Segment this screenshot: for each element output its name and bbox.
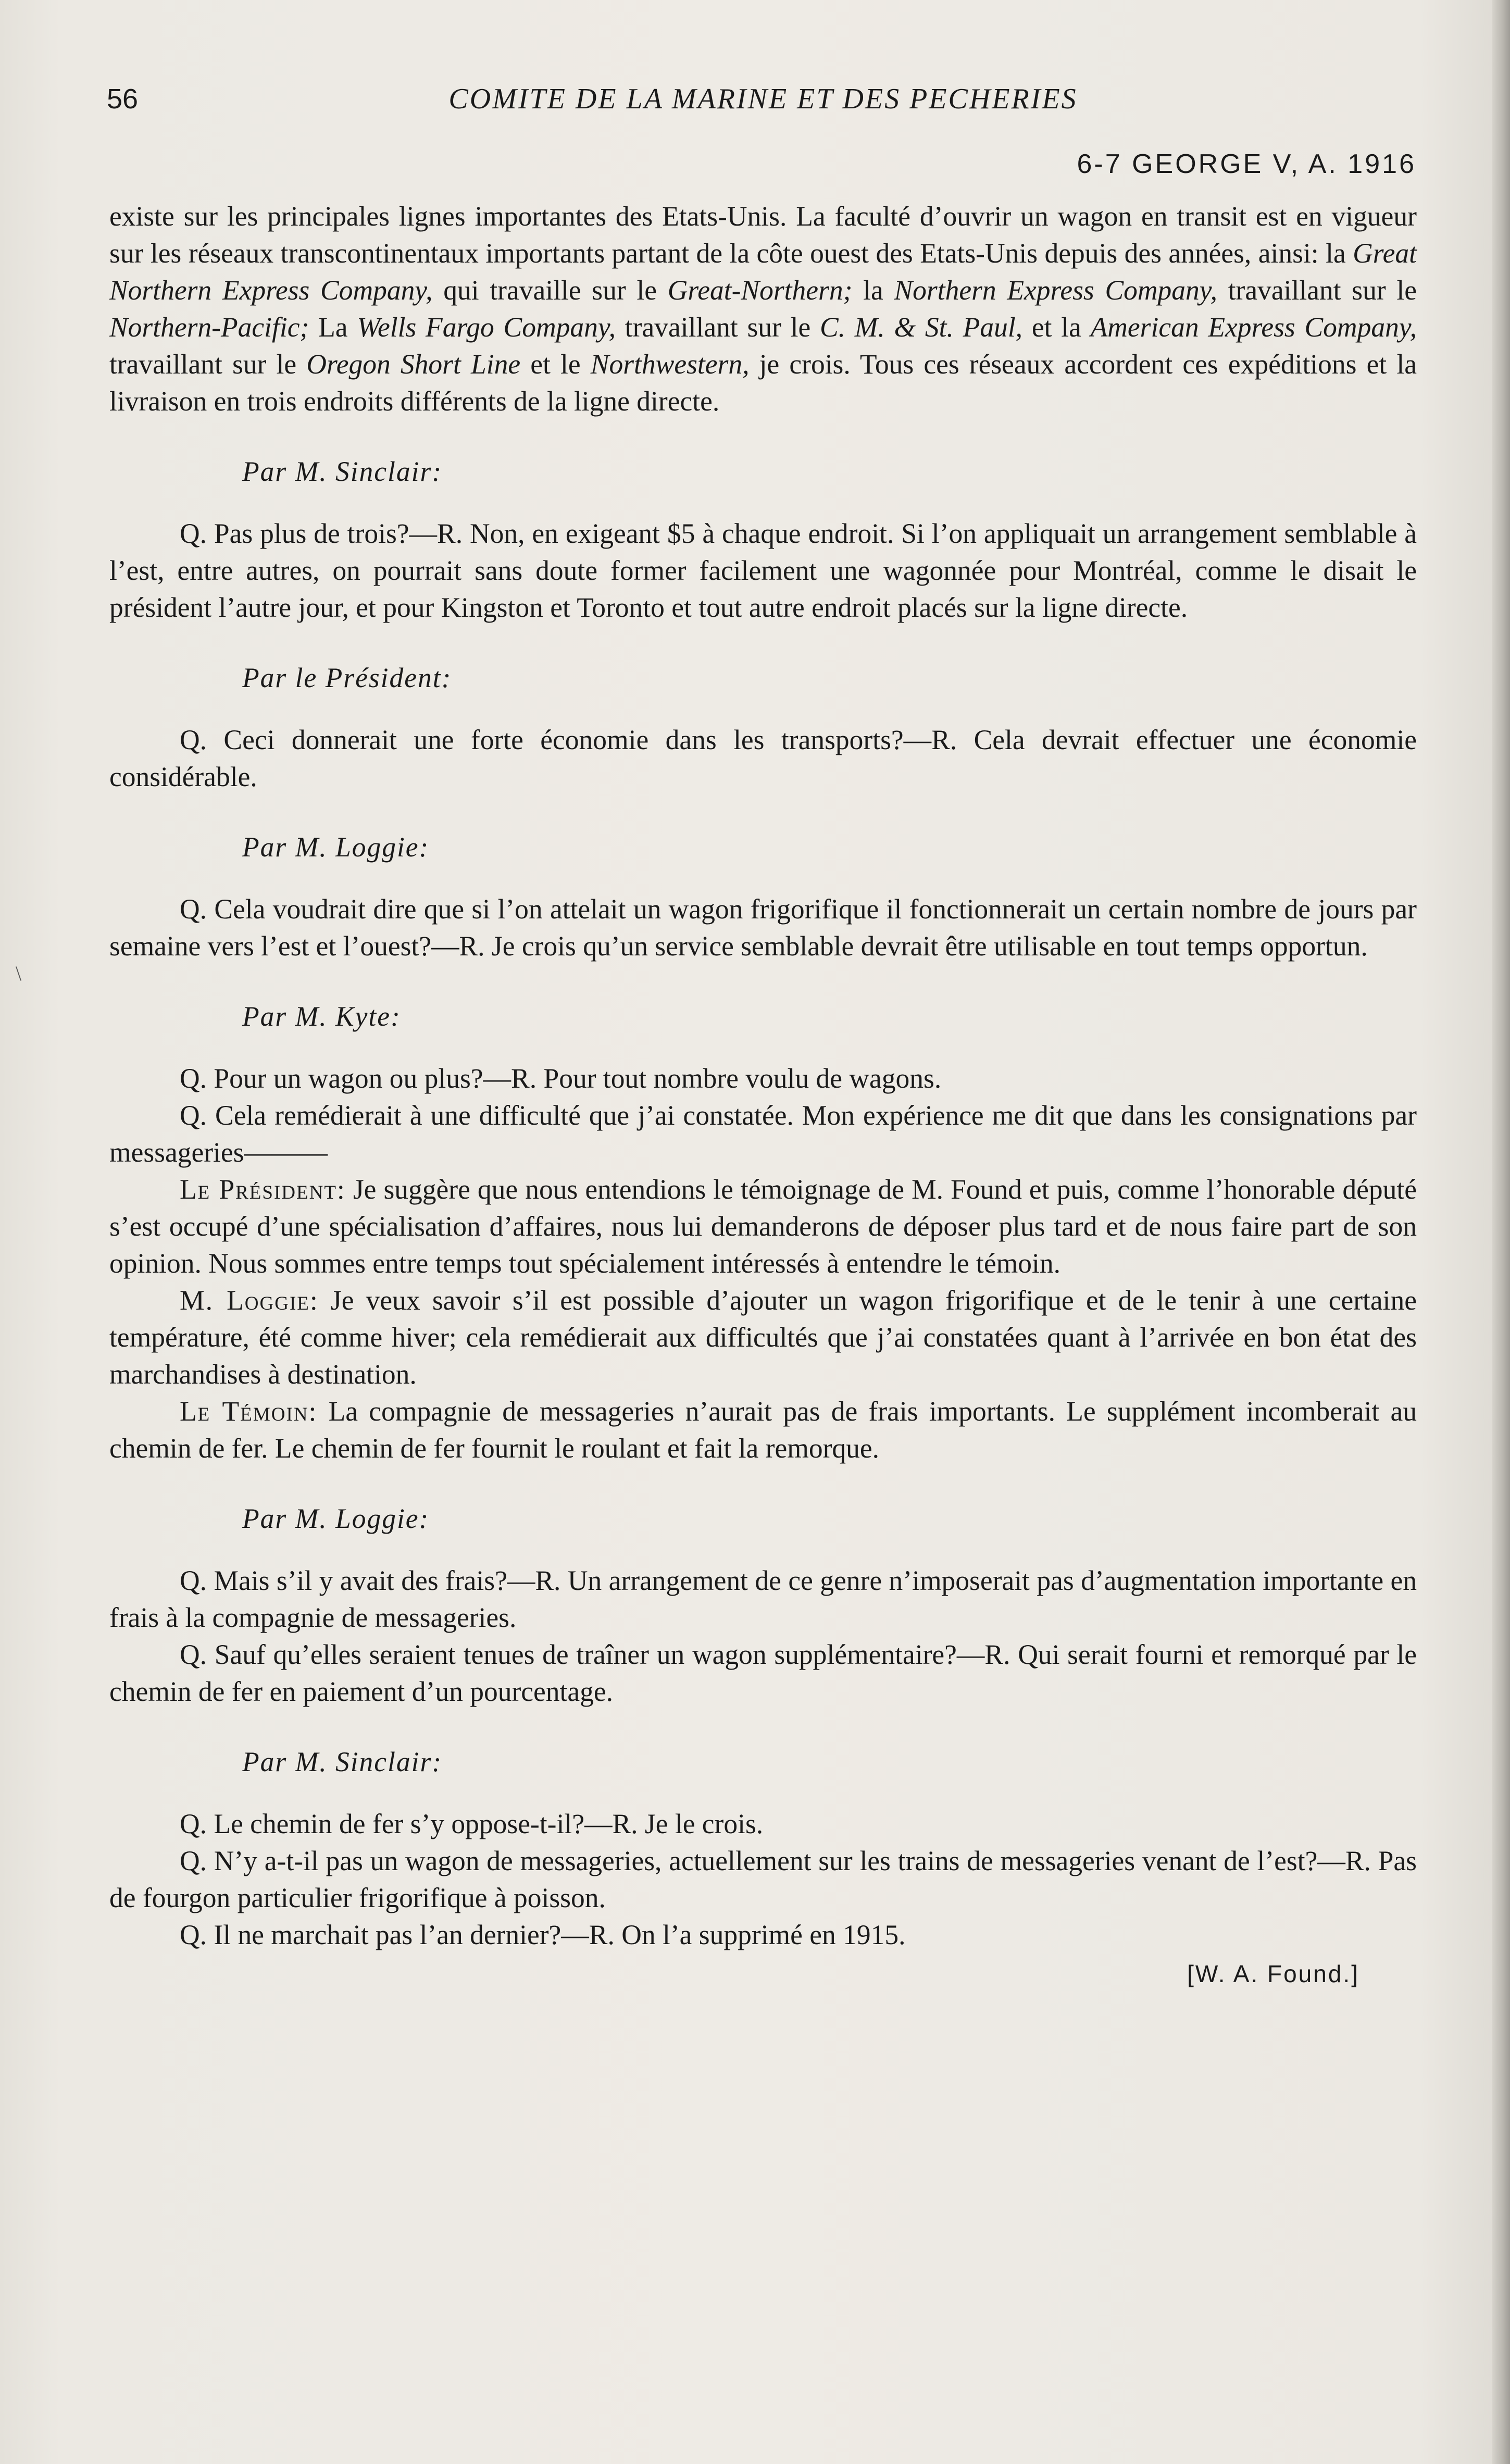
witness-signoff: [W. A. Found.]	[1187, 1960, 1359, 1987]
examiner-heading: Par M. Loggie:	[242, 1503, 430, 1534]
paragraph	[109, 198, 1417, 420]
margin-mark: \	[16, 962, 22, 985]
text-run: et la	[1022, 312, 1091, 343]
railway-name: C. M. & St. Paul,	[819, 312, 1023, 343]
examiner-heading: Par M. Kyte:	[242, 1001, 401, 1032]
running-title: COMITE DE LA MARINE ET DES PECHERIES	[448, 83, 1078, 115]
question-answer: Q. Pas plus de trois?—R. Non, en exigeant $5 à chaque endroit. Si l’on appliquait un arrangement semblable à l’est, entre autres, on pourrait sans doute former facilement une wagonnée pour Montréal, comme le disait le président l’autre jour, et pour Kingston et Toronto et tout autre endroit placés sur la ligne directe.	[109, 518, 1417, 623]
page-number: 56	[107, 83, 139, 115]
page-edge	[1492, 0, 1510, 2464]
statement-text: Je suggère que nous entendions le témoignage de M. Found et puis, comme l’honorable député s’est occupé d’une spécialisation d’affaires, nous lui demanderons de déposer plus tard et de nous faire part de son opinion. Nous sommes entre temps tout spécialement intéressés à entendre le témoin.	[109, 1174, 1417, 1279]
question-answer: Q. Le chemin de fer s’y oppose-t-il?—R. Je le crois.	[180, 1808, 764, 1839]
text-run: travaillant sur le	[1217, 275, 1417, 306]
examiner-heading: Par M. Loggie:	[242, 831, 430, 863]
question-answer: Q. N’y a-t-il pas un wagon de messageries, actuellement sur les trains de messageries venant de l’est?—R. Pas de fourgon particulier frigorifique à poisson.	[109, 1845, 1417, 1913]
company-name: Great Northern Express Company,	[109, 238, 1417, 306]
text-run: existe sur les principales lignes importantes des Etats-Unis. La faculté d’ouvrir un wagon en transit est en vigueur sur les réseaux transcontinentaux importants partant de la côte ouest des Etats-Unis depuis des années, ainsi: la	[109, 201, 1417, 269]
speaker-label: M. Loggie:	[180, 1285, 319, 1316]
question-answer: Q. Ceci donnerait une forte économie dans les transports?—R. Cela devrait effectuer une économie considérable.	[109, 724, 1417, 792]
statement	[109, 1282, 1417, 1393]
text-run: je crois. Tous ces réseaux accordent ces expéditions et la livraison en trois endroits différents de la ligne directe.	[109, 349, 1417, 417]
body-text	[109, 198, 1417, 1993]
page-header	[107, 78, 1419, 120]
question-answer: Q. Cela voudrait dire que si l’on attelait un wagon frigorifique il fonctionnerait un certain nombre de jours par semaine vers l’est et l’ouest?—R. Je crois qu’un service semblable devrait être utilisable en tout temps opportun.	[109, 893, 1417, 962]
text-run: qui travaille sur le	[432, 275, 668, 306]
question-answer: Q. Il ne marchait pas l’an dernier?—R. On l’a supprimé en 1915.	[180, 1919, 906, 1950]
railway-name: Northern-Pacific;	[109, 312, 309, 343]
company-name: Wells Fargo Company,	[357, 312, 616, 343]
statement	[109, 1393, 1417, 1467]
company-name: American Express Company,	[1090, 312, 1417, 343]
text-run: travaillant sur le	[616, 312, 820, 343]
railway-name: Great-Northern;	[667, 275, 853, 306]
statement-text: Je veux savoir s’il est possible d’ajouter un wagon frigorifique et de le tenir à une certaine température, été comme hiver; cela remédierait aux difficultés que j’ai constatées quant à l’arrivée en bon état des marchandises à destination.	[109, 1285, 1417, 1390]
text-run: et le	[520, 349, 591, 380]
question-answer: Q. Sauf qu’elles seraient tenues de traîner un wagon supplémentaire?—R. Qui serait fourni et remorqué par le chemin de fer en paiement d’un pourcentage.	[109, 1639, 1417, 1707]
examiner-heading: Par M. Sinclair:	[242, 1746, 443, 1777]
edition-line: 6-7 GEORGE V, A. 1916	[1077, 149, 1416, 179]
speaker-label: Le Président:	[180, 1174, 346, 1205]
text-run: travaillant sur le	[109, 349, 307, 380]
statement	[109, 1171, 1417, 1282]
question-answer: Q. Mais s’il y avait des frais?—R. Un arrangement de ce genre n’imposerait pas d’augmentation importante en frais à la compagnie de messageries.	[109, 1565, 1417, 1633]
examiner-heading: Par M. Sinclair:	[242, 456, 443, 487]
statement-text: La compagnie de messageries n’aurait pas de frais importants. Le supplément incomberait au chemin de fer. Le chemin de fer fournit le roulant et fait la remorque.	[109, 1396, 1417, 1464]
railway-name: Northwestern,	[590, 349, 750, 380]
examiner-heading: Par le Président:	[242, 662, 452, 693]
text-run: La	[309, 312, 357, 343]
speaker-label: Le Témoin:	[180, 1396, 318, 1427]
text-run: la	[852, 275, 894, 306]
company-name: Northern Express Company,	[894, 275, 1217, 306]
question-answer: Q. Pour un wagon ou plus?—R. Pour tout nombre voulu de wagons.	[180, 1063, 942, 1094]
question-answer: Q. Cela remédierait à une difficulté que j’ai constatée. Mon expérience me dit que dans les consignations par messageries———	[109, 1100, 1417, 1168]
railway-name: Oregon Short Line	[306, 349, 521, 380]
